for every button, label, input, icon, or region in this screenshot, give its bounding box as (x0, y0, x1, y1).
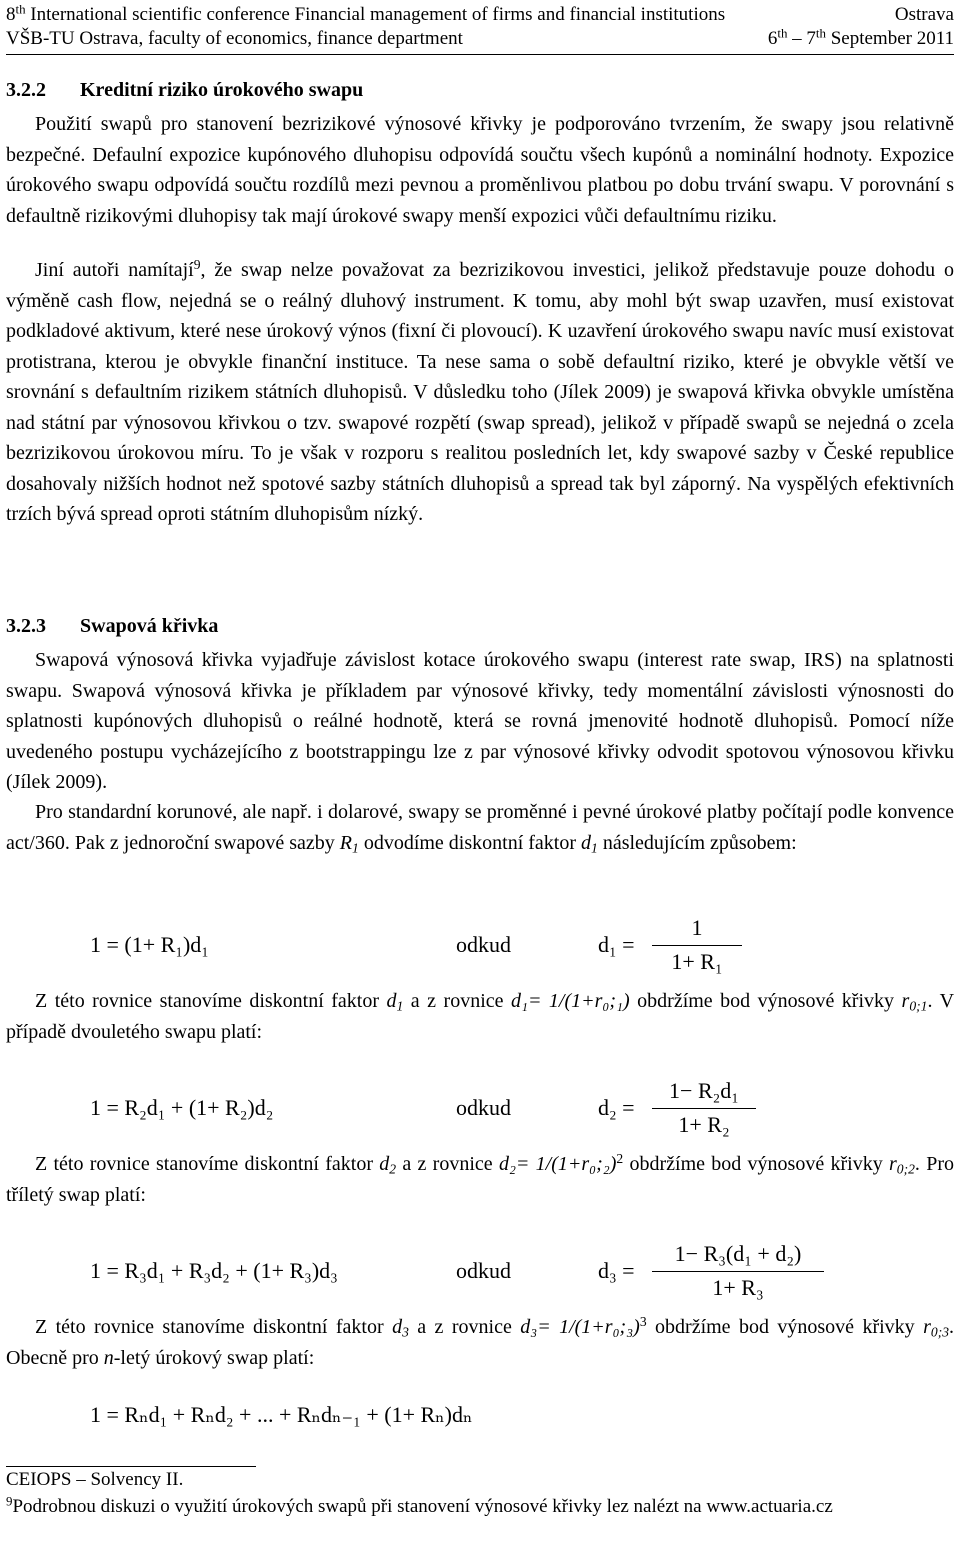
equation-1-left: 1 = (1+ R₁)d₁ (90, 932, 209, 957)
equation-2-lhs: d₂ = (598, 1095, 635, 1120)
fraction-numerator: 1 (691, 915, 703, 940)
section-title: Kreditní riziko úrokového swapu (80, 79, 364, 101)
equation-3-fraction (652, 1241, 824, 1301)
fraction-numerator: 1− R₂d₁ (669, 1078, 739, 1103)
section-number: 3.2.3 (6, 615, 46, 637)
reference-line: CEIOPS – Solvency II. (6, 1469, 184, 1490)
equation-2-left: 1 = R₂d₁ + (1+ R₂)d₂ (90, 1095, 274, 1120)
section-heading-swap-curve (6, 614, 218, 638)
fraction-denominator: 1+ R₁ (671, 949, 723, 974)
footnote-text: Podrobnou diskuzi o využití úrokových swapů při stanovení výnosové křivky lez nalézt na www.actuaria.cz (12, 1496, 833, 1517)
paragraph-day-count: Pro standardní korunové, ale např. i dolarové, swapy se proměnné i pevné úrokové platby počítají podle konvence act/360. Pak z jednoroční swapové sazby $R_1$ odvodíme diskontní faktor $d_1$ následujícím způsobem: (6, 801, 954, 855)
footnote-9 (6, 1494, 954, 1519)
section-number: 3.2.2 (6, 79, 46, 101)
fraction-numerator: 1− R₃(d₁ + d₂) (674, 1241, 802, 1266)
equation-3-lhs: d₃ = (598, 1258, 635, 1283)
equation-2-odkud: odkud (456, 1095, 511, 1120)
header-ordinal-suffix: th (15, 1, 26, 17)
equation-1-fraction (652, 915, 742, 975)
paragraph-swap-safety: Použití swapů pro stanovení bezrizikové výnosové křivky je podporováno tvrzením, že swapy jsou relativně bezpečné. Defaulní expozice kupónového dluhopisu odpovídá součtu všech kupónů a nominální hodnoty. Expozice úrokového swapu odpovídá součtu rozdílů mezi pevnou a proměnlivou platbou po dobu trvání swapu. V porovnání s defaultně rizikovými dluhopisy tak mají úrokové swapy menší expozici vůči defaultnímu riziku. (6, 113, 954, 227)
paragraph-discount-2: Z této rovnice stanovíme diskontní faktor $d_2$ a z rovnice d₂= 1/(1+r₀;₂)$^2$ obdržíme bod výnosové křivky $r_{0;2}$. Pro tříletý swap platí: (6, 1151, 954, 1206)
equation-2-fraction (652, 1078, 756, 1138)
section-title: Swapová křivka (80, 615, 219, 637)
paragraph-swap-curve-definition: Swapová výnosová křivka vyjadřuje závislost kotace úrokového swapu (interest rate swap, IRS) na splatnosti swapu. Swapová výnosová křivka je příkladem par výnosové křivky, tedy momentální závislosti výnosnosti do splatnosti kupónových dluhopisů o reálné hodnotě, která se rovná jmenovité hodnotě dluhopisů. Pomocí níže uvedeného postupu vycházejícího z bootstrappingu lze z par výnosové křivky odvodit spotovou výnosovou křivku (Jílek 2009). (6, 649, 954, 793)
fraction-denominator: 1+ R₂ (678, 1112, 730, 1137)
footnote-ref-9[interactable]: 9 (193, 257, 201, 273)
running-header-line2 (6, 25, 954, 50)
section-heading-credit-risk (6, 78, 363, 102)
header-conference-title: International scientific conference Financial management of firms and financial institutions (25, 4, 726, 25)
fraction-denominator: 1+ R₃ (712, 1275, 764, 1300)
equation-1-lhs: d₁ = (598, 932, 635, 957)
equation-1-odkud: odkud (456, 932, 511, 957)
equation-3-left: 1 = R₃d₁ + R₃d₂ + (1+ R₃)d₃ (90, 1258, 338, 1283)
header-date: 6th – 7th September 2011 (767, 25, 954, 49)
header-organizer: VŠB-TU Ostrava, faculty of economics, finance department (6, 28, 463, 49)
running-header-line1 (6, 1, 954, 26)
paragraph-discount-1: Z této rovnice stanovíme diskontní faktor $d_1$ a z rovnice d₁= 1/(1+r₀;₁) obdržíme bod výnosové křivky $r_{0;1}$. V případě dvouletého swapu platí: (6, 990, 955, 1043)
header-conference-number: 8 (6, 4, 16, 25)
equation-4-general: 1 = Rₙd₁ + Rₙd₂ + ... + Rₙdₙ₋₁ + (1+ Rₙ)dₙ (90, 1402, 473, 1427)
header-city: Ostrava (894, 4, 954, 25)
equation-3-odkud: odkud (456, 1258, 511, 1283)
header-rule (6, 54, 954, 55)
footnote-mark: 9 (6, 1493, 13, 1509)
paragraph-other-authors: Jiní autoři namítají$^9$, že swap nelze považovat za bezrizikovou investici, jelikož představuje pouze dohodu o výměně cash flow, nejedná se o reálný dluhový instrument. K tomu, aby mohl být swap uzavřen, musí existovat podkladové aktivum, které nese úrokový výnos (fixní či plovoucí). K uzavření úrokového swapu navíc musí existovat protistrana, kterou je obvykle finanční instituce. Ta nese sama o sobě defaultní riziko, které je obvykle větší ve srovnání s defaultním rizikem státních dluhopisů. V důsledku toho (Jílek 2009) je swapová křivka obvykle umístěna nad státní par výnosovou křivkou o tzv. swapové rozpětí (swap spread), jelikož v případě swapů se nejedná o zcela bezrizikovou úrokovou míru. To je však v rozporu s realitou posledních let, kdy swapové sazby v České republice dosahovaly nižších hodnot než spotové sazby státních dluhopisů a spread tak byl záporný. Na vyspělých efektivních trzích bývá spread oproti státním dluhopisům nízký. (6, 257, 954, 525)
paragraph-discount-3: Z této rovnice stanovíme diskontní faktor $d_3$ a z rovnice d₃= 1/(1+r₀;₃)$^3$ obdržíme bod výnosové křivky $r_{0;3}$. Obecně pro n-letý úrokový swap platí: (6, 1314, 955, 1369)
